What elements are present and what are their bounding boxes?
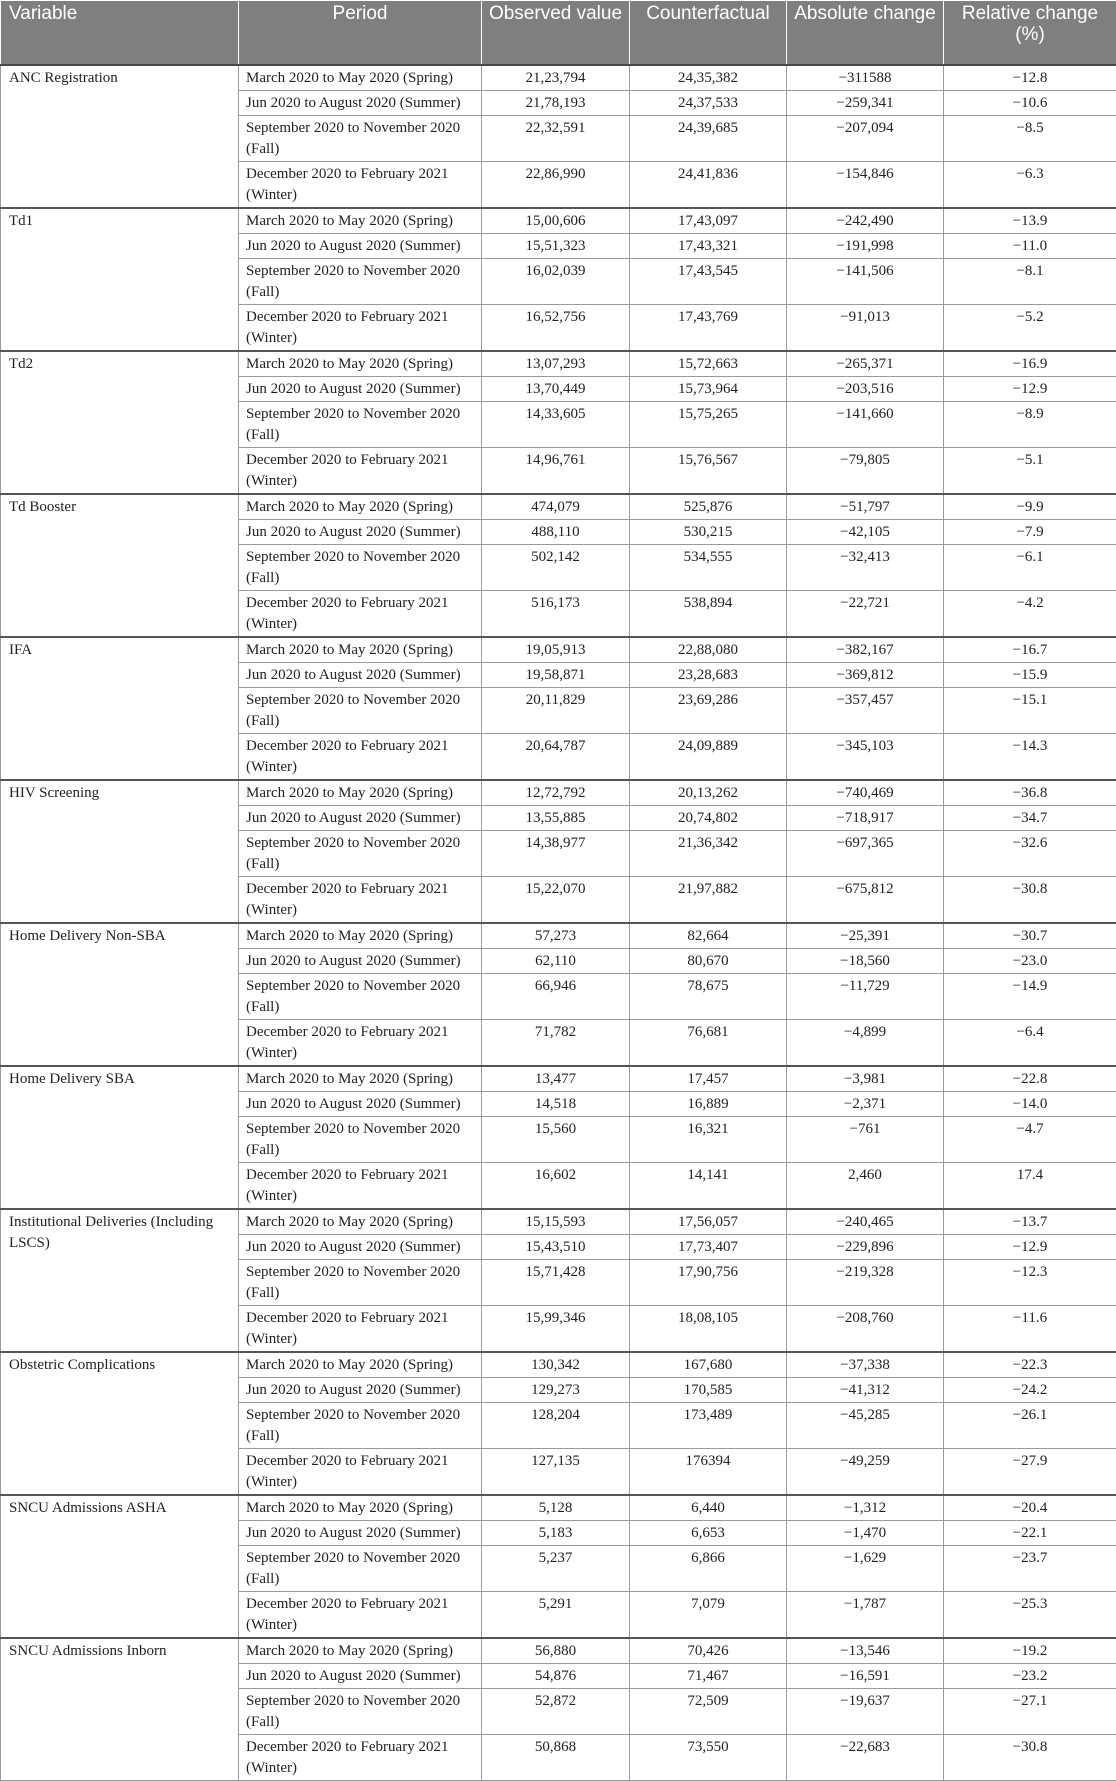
cell-observed-value: 13,55,885 [482, 806, 630, 831]
cell-observed-value: 71,782 [482, 1020, 630, 1067]
cell-period: September 2020 to November 2020 (Fall) [239, 688, 482, 734]
cell-absolute-change: −369,812 [787, 663, 944, 688]
cell-absolute-change: −1,312 [787, 1495, 944, 1521]
cell-period: March 2020 to May 2020 (Spring) [239, 1209, 482, 1235]
cell-relative-change: −10.6 [944, 91, 1116, 116]
cell-relative-change: −6.3 [944, 162, 1116, 209]
cell-period: Jun 2020 to August 2020 (Summer) [239, 520, 482, 545]
table-row [1, 1209, 1116, 1235]
cell-relative-change: −15.1 [944, 688, 1116, 734]
cell-counterfactual: 18,08,105 [630, 1306, 787, 1353]
cell-period: Jun 2020 to August 2020 (Summer) [239, 234, 482, 259]
cell-observed-value: 20,64,787 [482, 734, 630, 781]
cell-absolute-change: 2,460 [787, 1163, 944, 1210]
cell-period: December 2020 to February 2021 (Winter) [239, 1306, 482, 1353]
cell-counterfactual: 6,653 [630, 1521, 787, 1546]
cell-counterfactual: 22,88,080 [630, 637, 787, 663]
table-row [1, 65, 1116, 91]
cell-counterfactual: 24,09,889 [630, 734, 787, 781]
cell-absolute-change: −208,760 [787, 1306, 944, 1353]
cell-period: September 2020 to November 2020 (Fall) [239, 974, 482, 1020]
cell-counterfactual: 538,894 [630, 591, 787, 638]
cell-period: December 2020 to February 2021 (Winter) [239, 1449, 482, 1496]
cell-period: March 2020 to May 2020 (Spring) [239, 208, 482, 234]
cell-counterfactual: 15,75,265 [630, 402, 787, 448]
cell-absolute-change: −32,413 [787, 545, 944, 591]
cell-absolute-change: −191,998 [787, 234, 944, 259]
cell-counterfactual: 17,43,769 [630, 305, 787, 352]
cell-observed-value: 62,110 [482, 949, 630, 974]
header-relative-change: Relative change (%) [944, 1, 1116, 66]
cell-period: Jun 2020 to August 2020 (Summer) [239, 1235, 482, 1260]
cell-relative-change: −11.0 [944, 234, 1116, 259]
cell-observed-value: 5,291 [482, 1592, 630, 1639]
cell-observed-value: 15,99,346 [482, 1306, 630, 1353]
cell-relative-change: −16.9 [944, 351, 1116, 377]
cell-absolute-change: −2,371 [787, 1092, 944, 1117]
cell-counterfactual: 17,43,097 [630, 208, 787, 234]
cell-counterfactual: 6,866 [630, 1546, 787, 1592]
cell-absolute-change: −37,338 [787, 1352, 944, 1378]
cell-observed-value: 5,237 [482, 1546, 630, 1592]
cell-counterfactual: 21,36,342 [630, 831, 787, 877]
cell-relative-change: −24.2 [944, 1378, 1116, 1403]
cell-relative-change: −8.9 [944, 402, 1116, 448]
cell-observed-value: 15,22,070 [482, 877, 630, 924]
cell-period: September 2020 to November 2020 (Fall) [239, 259, 482, 305]
cell-relative-change: 17.4 [944, 1163, 1116, 1210]
cell-observed-value: 22,86,990 [482, 162, 630, 209]
cell-observed-value: 129,273 [482, 1378, 630, 1403]
cell-relative-change: −8.5 [944, 116, 1116, 162]
cell-relative-change: −11.6 [944, 1306, 1116, 1353]
cell-absolute-change: −22,721 [787, 591, 944, 638]
cell-absolute-change: −19,637 [787, 1689, 944, 1735]
cell-observed-value: 14,33,605 [482, 402, 630, 448]
cell-absolute-change: −382,167 [787, 637, 944, 663]
cell-period: Jun 2020 to August 2020 (Summer) [239, 949, 482, 974]
cell-absolute-change: −49,259 [787, 1449, 944, 1496]
cell-counterfactual: 17,43,545 [630, 259, 787, 305]
cell-relative-change: −5.2 [944, 305, 1116, 352]
cell-observed-value: 15,43,510 [482, 1235, 630, 1260]
cell-relative-change: −36.8 [944, 780, 1116, 806]
cell-counterfactual: 23,28,683 [630, 663, 787, 688]
cell-relative-change: −23.7 [944, 1546, 1116, 1592]
cell-absolute-change: −3,981 [787, 1066, 944, 1092]
cell-absolute-change: −203,516 [787, 377, 944, 402]
cell-observed-value: 13,07,293 [482, 351, 630, 377]
cell-counterfactual: 15,73,964 [630, 377, 787, 402]
cell-period: December 2020 to February 2021 (Winter) [239, 1020, 482, 1067]
cell-counterfactual: 82,664 [630, 923, 787, 949]
cell-absolute-change: −219,328 [787, 1260, 944, 1306]
cell-absolute-change: −45,285 [787, 1403, 944, 1449]
cell-relative-change: −32.6 [944, 831, 1116, 877]
cell-absolute-change: −1,629 [787, 1546, 944, 1592]
cell-period: March 2020 to May 2020 (Spring) [239, 351, 482, 377]
cell-counterfactual: 6,440 [630, 1495, 787, 1521]
cell-counterfactual: 15,76,567 [630, 448, 787, 495]
cell-counterfactual: 15,72,663 [630, 351, 787, 377]
cell-absolute-change: −4,899 [787, 1020, 944, 1067]
table-row [1, 637, 1116, 663]
cell-observed-value: 127,135 [482, 1449, 630, 1496]
cell-observed-value: 13,477 [482, 1066, 630, 1092]
cell-relative-change: −8.1 [944, 259, 1116, 305]
cell-relative-change: −16.7 [944, 637, 1116, 663]
cell-absolute-change: −16,591 [787, 1664, 944, 1689]
cell-absolute-change: −242,490 [787, 208, 944, 234]
cell-observed-value: 128,204 [482, 1403, 630, 1449]
cell-counterfactual: 16,321 [630, 1117, 787, 1163]
cell-absolute-change: −357,457 [787, 688, 944, 734]
cell-observed-value: 12,72,792 [482, 780, 630, 806]
cell-observed-value: 474,079 [482, 494, 630, 520]
cell-period: September 2020 to November 2020 (Fall) [239, 1689, 482, 1735]
cell-counterfactual: 20,13,262 [630, 780, 787, 806]
cell-period: Jun 2020 to August 2020 (Summer) [239, 377, 482, 402]
cell-period: September 2020 to November 2020 (Fall) [239, 402, 482, 448]
cell-variable: SNCU Admissions Inborn [1, 1638, 239, 1781]
cell-relative-change: −13.9 [944, 208, 1116, 234]
cell-counterfactual: 24,41,836 [630, 162, 787, 209]
cell-absolute-change: −25,391 [787, 923, 944, 949]
cell-counterfactual: 73,550 [630, 1735, 787, 1781]
cell-absolute-change: −265,371 [787, 351, 944, 377]
cell-relative-change: −7.9 [944, 520, 1116, 545]
cell-period: March 2020 to May 2020 (Spring) [239, 1352, 482, 1378]
cell-observed-value: 130,342 [482, 1352, 630, 1378]
cell-observed-value: 15,560 [482, 1117, 630, 1163]
cell-period: September 2020 to November 2020 (Fall) [239, 1403, 482, 1449]
cell-observed-value: 14,96,761 [482, 448, 630, 495]
cell-relative-change: −26.1 [944, 1403, 1116, 1449]
cell-period: March 2020 to May 2020 (Spring) [239, 780, 482, 806]
cell-absolute-change: −345,103 [787, 734, 944, 781]
cell-period: September 2020 to November 2020 (Fall) [239, 831, 482, 877]
table-row [1, 923, 1116, 949]
cell-period: September 2020 to November 2020 (Fall) [239, 1546, 482, 1592]
cell-period: September 2020 to November 2020 (Fall) [239, 545, 482, 591]
cell-counterfactual: 24,39,685 [630, 116, 787, 162]
cell-observed-value: 502,142 [482, 545, 630, 591]
cell-relative-change: −25.3 [944, 1592, 1116, 1639]
table-row [1, 1066, 1116, 1092]
cell-observed-value: 57,273 [482, 923, 630, 949]
cell-absolute-change: −675,812 [787, 877, 944, 924]
cell-counterfactual: 17,43,321 [630, 234, 787, 259]
cell-period: March 2020 to May 2020 (Spring) [239, 1638, 482, 1664]
cell-counterfactual: 16,889 [630, 1092, 787, 1117]
cell-observed-value: 5,128 [482, 1495, 630, 1521]
cell-absolute-change: −718,917 [787, 806, 944, 831]
header-absolute-change: Absolute change [787, 1, 944, 66]
cell-observed-value: 19,05,913 [482, 637, 630, 663]
cell-observed-value: 22,32,591 [482, 116, 630, 162]
cell-relative-change: −20.4 [944, 1495, 1116, 1521]
cell-absolute-change: −240,465 [787, 1209, 944, 1235]
cell-relative-change: −30.8 [944, 1735, 1116, 1781]
cell-relative-change: −34.7 [944, 806, 1116, 831]
cell-relative-change: −15.9 [944, 663, 1116, 688]
cell-observed-value: 13,70,449 [482, 377, 630, 402]
cell-observed-value: 16,602 [482, 1163, 630, 1210]
cell-observed-value: 52,872 [482, 1689, 630, 1735]
cell-observed-value: 16,52,756 [482, 305, 630, 352]
cell-relative-change: −4.2 [944, 591, 1116, 638]
header-row [1, 1, 1116, 66]
cell-period: December 2020 to February 2021 (Winter) [239, 734, 482, 781]
cell-absolute-change: −229,896 [787, 1235, 944, 1260]
header-observed-value: Observed value [482, 1, 630, 66]
cell-relative-change: −12.9 [944, 377, 1116, 402]
cell-relative-change: −14.0 [944, 1092, 1116, 1117]
cell-counterfactual: 70,426 [630, 1638, 787, 1664]
cell-relative-change: −23.2 [944, 1664, 1116, 1689]
cell-absolute-change: −79,805 [787, 448, 944, 495]
cell-period: Jun 2020 to August 2020 (Summer) [239, 1521, 482, 1546]
table-row [1, 1352, 1116, 1378]
cell-relative-change: −30.7 [944, 923, 1116, 949]
cell-relative-change: −14.3 [944, 734, 1116, 781]
cell-relative-change: −27.1 [944, 1689, 1116, 1735]
cell-counterfactual: 71,467 [630, 1664, 787, 1689]
cell-absolute-change: −740,469 [787, 780, 944, 806]
cell-observed-value: 5,183 [482, 1521, 630, 1546]
cell-period: Jun 2020 to August 2020 (Summer) [239, 1092, 482, 1117]
cell-variable: Home Delivery Non-SBA [1, 923, 239, 1066]
cell-period: December 2020 to February 2021 (Winter) [239, 1163, 482, 1210]
cell-counterfactual: 525,876 [630, 494, 787, 520]
cell-absolute-change: −18,560 [787, 949, 944, 974]
cell-period: December 2020 to February 2021 (Winter) [239, 305, 482, 352]
cell-period: Jun 2020 to August 2020 (Summer) [239, 1378, 482, 1403]
table-row [1, 208, 1116, 234]
cell-relative-change: −12.3 [944, 1260, 1116, 1306]
cell-relative-change: −30.8 [944, 877, 1116, 924]
cell-period: September 2020 to November 2020 (Fall) [239, 1260, 482, 1306]
table-row [1, 1638, 1116, 1664]
cell-counterfactual: 176394 [630, 1449, 787, 1496]
cell-counterfactual: 20,74,802 [630, 806, 787, 831]
cell-relative-change: −19.2 [944, 1638, 1116, 1664]
cell-period: December 2020 to February 2021 (Winter) [239, 877, 482, 924]
cell-counterfactual: 170,585 [630, 1378, 787, 1403]
cell-variable: Obstetric Complications [1, 1352, 239, 1495]
cell-period: December 2020 to February 2021 (Winter) [239, 448, 482, 495]
cell-counterfactual: 72,509 [630, 1689, 787, 1735]
cell-period: September 2020 to November 2020 (Fall) [239, 1117, 482, 1163]
table-body [1, 65, 1116, 1781]
cell-observed-value: 15,51,323 [482, 234, 630, 259]
cell-observed-value: 14,38,977 [482, 831, 630, 877]
cell-counterfactual: 21,97,882 [630, 877, 787, 924]
cell-counterfactual: 76,681 [630, 1020, 787, 1067]
cell-absolute-change: −22,683 [787, 1735, 944, 1781]
cell-variable: Td1 [1, 208, 239, 351]
cell-variable: Home Delivery SBA [1, 1066, 239, 1209]
cell-period: March 2020 to May 2020 (Spring) [239, 1066, 482, 1092]
cell-counterfactual: 534,555 [630, 545, 787, 591]
cell-absolute-change: −154,846 [787, 162, 944, 209]
header-variable: Variable [1, 1, 239, 66]
cell-relative-change: −5.1 [944, 448, 1116, 495]
cell-relative-change: −6.4 [944, 1020, 1116, 1067]
cell-relative-change: −12.9 [944, 1235, 1116, 1260]
header-counterfactual: Counterfactual [630, 1, 787, 66]
table-row [1, 780, 1116, 806]
cell-period: September 2020 to November 2020 (Fall) [239, 116, 482, 162]
cell-observed-value: 21,78,193 [482, 91, 630, 116]
cell-observed-value: 54,876 [482, 1664, 630, 1689]
table-row [1, 1495, 1116, 1521]
cell-absolute-change: −697,365 [787, 831, 944, 877]
cell-variable: SNCU Admissions ASHA [1, 1495, 239, 1638]
cell-counterfactual: 17,56,057 [630, 1209, 787, 1235]
cell-counterfactual: 24,37,533 [630, 91, 787, 116]
cell-observed-value: 21,23,794 [482, 65, 630, 91]
cell-absolute-change: −91,013 [787, 305, 944, 352]
cell-period: Jun 2020 to August 2020 (Summer) [239, 1664, 482, 1689]
cell-observed-value: 19,58,871 [482, 663, 630, 688]
cell-period: December 2020 to February 2021 (Winter) [239, 1592, 482, 1639]
cell-period: March 2020 to May 2020 (Spring) [239, 637, 482, 663]
cell-variable: Td2 [1, 351, 239, 494]
cell-period: December 2020 to February 2021 (Winter) [239, 591, 482, 638]
cell-relative-change: −22.1 [944, 1521, 1116, 1546]
cell-observed-value: 15,71,428 [482, 1260, 630, 1306]
cell-observed-value: 488,110 [482, 520, 630, 545]
cell-relative-change: −13.7 [944, 1209, 1116, 1235]
cell-period: Jun 2020 to August 2020 (Summer) [239, 806, 482, 831]
cell-relative-change: −22.3 [944, 1352, 1116, 1378]
cell-observed-value: 50,868 [482, 1735, 630, 1781]
cell-counterfactual: 78,675 [630, 974, 787, 1020]
cell-observed-value: 56,880 [482, 1638, 630, 1664]
cell-counterfactual: 173,489 [630, 1403, 787, 1449]
cell-counterfactual: 7,079 [630, 1592, 787, 1639]
cell-observed-value: 20,11,829 [482, 688, 630, 734]
cell-absolute-change: −311588 [787, 65, 944, 91]
table-row [1, 494, 1116, 520]
cell-counterfactual: 17,73,407 [630, 1235, 787, 1260]
cell-absolute-change: −51,797 [787, 494, 944, 520]
cell-absolute-change: −141,506 [787, 259, 944, 305]
cell-relative-change: −22.8 [944, 1066, 1116, 1092]
cell-observed-value: 15,00,606 [482, 208, 630, 234]
cell-observed-value: 66,946 [482, 974, 630, 1020]
cell-relative-change: −27.9 [944, 1449, 1116, 1496]
cell-absolute-change: −141,660 [787, 402, 944, 448]
cell-relative-change: −4.7 [944, 1117, 1116, 1163]
cell-period: December 2020 to February 2021 (Winter) [239, 162, 482, 209]
cell-absolute-change: −259,341 [787, 91, 944, 116]
table-row [1, 351, 1116, 377]
cell-observed-value: 16,02,039 [482, 259, 630, 305]
cell-absolute-change: −207,094 [787, 116, 944, 162]
cell-absolute-change: −42,105 [787, 520, 944, 545]
cell-variable: ANC Registration [1, 65, 239, 208]
cell-counterfactual: 530,215 [630, 520, 787, 545]
cell-period: March 2020 to May 2020 (Spring) [239, 65, 482, 91]
cell-relative-change: −14.9 [944, 974, 1116, 1020]
cell-absolute-change: −41,312 [787, 1378, 944, 1403]
cell-period: March 2020 to May 2020 (Spring) [239, 494, 482, 520]
cell-period: December 2020 to February 2021 (Winter) [239, 1735, 482, 1781]
cell-period: March 2020 to May 2020 (Spring) [239, 1495, 482, 1521]
cell-relative-change: −9.9 [944, 494, 1116, 520]
cell-variable: Td Booster [1, 494, 239, 637]
cell-counterfactual: 14,141 [630, 1163, 787, 1210]
cell-counterfactual: 167,680 [630, 1352, 787, 1378]
cell-variable: HIV Screening [1, 780, 239, 923]
cell-counterfactual: 17,457 [630, 1066, 787, 1092]
cell-absolute-change: −1,787 [787, 1592, 944, 1639]
cell-observed-value: 15,15,593 [482, 1209, 630, 1235]
cell-observed-value: 516,173 [482, 591, 630, 638]
cell-counterfactual: 24,35,382 [630, 65, 787, 91]
cell-absolute-change: −1,470 [787, 1521, 944, 1546]
cell-relative-change: −6.1 [944, 545, 1116, 591]
cell-period: Jun 2020 to August 2020 (Summer) [239, 91, 482, 116]
cell-period: Jun 2020 to August 2020 (Summer) [239, 663, 482, 688]
cell-counterfactual: 23,69,286 [630, 688, 787, 734]
cell-absolute-change: −761 [787, 1117, 944, 1163]
cell-absolute-change: −13,546 [787, 1638, 944, 1664]
cell-variable: IFA [1, 637, 239, 780]
cell-counterfactual: 17,90,756 [630, 1260, 787, 1306]
cell-absolute-change: −11,729 [787, 974, 944, 1020]
cell-observed-value: 14,518 [482, 1092, 630, 1117]
cell-relative-change: −23.0 [944, 949, 1116, 974]
header-period: Period [239, 1, 482, 66]
cell-relative-change: −12.8 [944, 65, 1116, 91]
cell-counterfactual: 80,670 [630, 949, 787, 974]
cell-variable: Institutional Deliveries (Including LSCS) [1, 1209, 239, 1352]
cell-period: March 2020 to May 2020 (Spring) [239, 923, 482, 949]
